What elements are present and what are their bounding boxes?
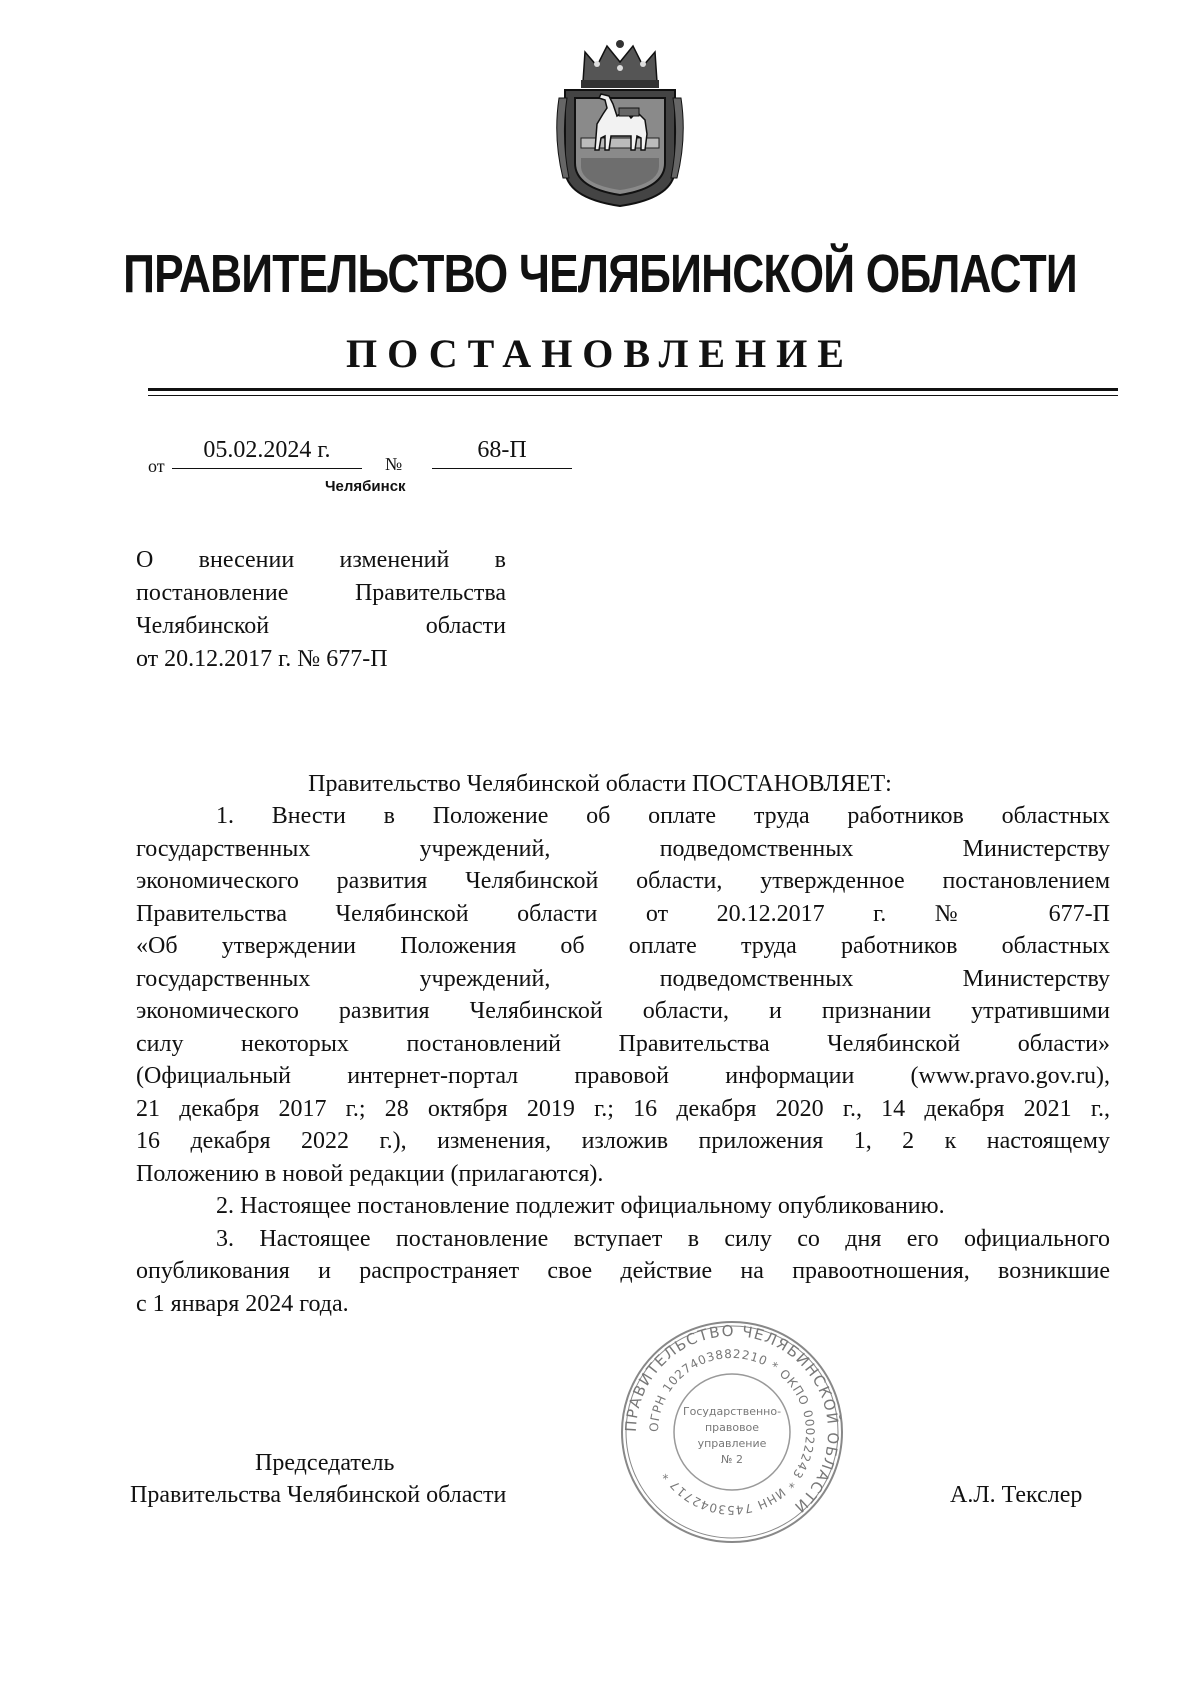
body-line: Положению в новой редакции (прилагаются). — [136, 1160, 604, 1187]
body-line: экономического развития Челябинской области, и признании утратившими — [136, 998, 1110, 1024]
coat-of-arms-emblem — [555, 38, 685, 210]
document-date: 05.02.2024 г. — [172, 437, 362, 469]
date-prefix: от — [148, 456, 165, 476]
body-line: (Официальный интернет-портал правовой информации (www.pravo.gov.ru), — [136, 1063, 1110, 1089]
body-line: 1. Внести в Положение об оплате труда работников областных — [216, 803, 1110, 829]
signatory-position-line2: Правительства Челябинской области — [130, 1482, 507, 1508]
number-prefix: № — [385, 454, 403, 474]
subject-line: постановление Правительства — [136, 580, 506, 606]
body-line: силу некоторых постановлений Правительства Челябинской области» — [136, 1030, 1110, 1057]
document-type-title: ПОСТАНОВЛЕНИЕ — [346, 331, 854, 376]
signatory-name: А.Л. Текслер — [950, 1482, 1083, 1508]
document-subject — [136, 544, 506, 676]
body-line: 21 декабря 2017 г.; 28 октября 2019 г.; 16 декабря 2020 г., 14 декабря 2021 г., — [136, 1095, 1110, 1122]
chelyabinsk-coat-of-arms-icon — [555, 38, 685, 210]
body-line: Правительства Челябинской области от 20.12.2017 г. № 677-П — [136, 900, 1110, 927]
stamp-outer-text: ПРАВИТЕЛЬСТВО ЧЕЛЯБИНСКОЙ ОБЛАСТИ — [621, 1321, 843, 1517]
resolution-intro: Правительство Челябинской области ПОСТАНОВЛЯЕТ: — [308, 771, 892, 797]
resolution-body — [136, 800, 1110, 1320]
subject-line: Челябинской области — [136, 613, 506, 639]
body-line: 3. Настоящее постановление вступает в силу со дня его официального — [216, 1225, 1110, 1252]
body-line: 2. Настоящее постановление подлежит официальному опубликованию. — [216, 1193, 945, 1219]
organization-title: ПРАВИТЕЛЬСТВО ЧЕЛЯБИНСКОЙ ОБЛАСТИ — [123, 244, 1077, 304]
body-line: государственных учреждений, подведомственных Министерству — [136, 965, 1110, 992]
body-line: опубликования и распространяет свое действие на правоотношения, возникшие — [136, 1258, 1110, 1284]
body-line: экономического развития Челябинской области, утвержденное постановлением — [136, 868, 1110, 894]
body-line: 16 декабря 2022 г.), изменения, изложив приложения 1, 2 к настоящему — [136, 1128, 1110, 1154]
stamp-center-line: № 2 — [721, 1453, 743, 1466]
subject-line: от 20.12.2017 г. № 677-П — [136, 646, 388, 672]
official-stamp — [618, 1318, 846, 1546]
round-seal-icon — [618, 1318, 846, 1546]
stamp-center-line: Государственно- — [682, 1405, 782, 1418]
document-number: 68-П — [432, 437, 572, 469]
stamp-center-line: управление — [697, 1437, 767, 1450]
signatory-position-line1: Председатель — [255, 1450, 395, 1476]
city-label: Челябинск — [325, 478, 406, 495]
header-rule-thick — [148, 388, 1118, 391]
stamp-center-line: правовое — [704, 1421, 760, 1434]
header-rule-thin — [148, 395, 1118, 396]
body-line: «Об утверждении Положения об оплате труда работников областных — [136, 933, 1110, 959]
body-line: государственных учреждений, подведомственных Министерству — [136, 835, 1110, 862]
body-line: с 1 января 2024 года. — [136, 1290, 349, 1317]
subject-line: О внесении изменений в — [136, 547, 506, 573]
stamp-inner-text: ОГРН 1027403882210 * ОКПО 00022243 * ИНН 7453042717 * — [646, 1346, 818, 1518]
